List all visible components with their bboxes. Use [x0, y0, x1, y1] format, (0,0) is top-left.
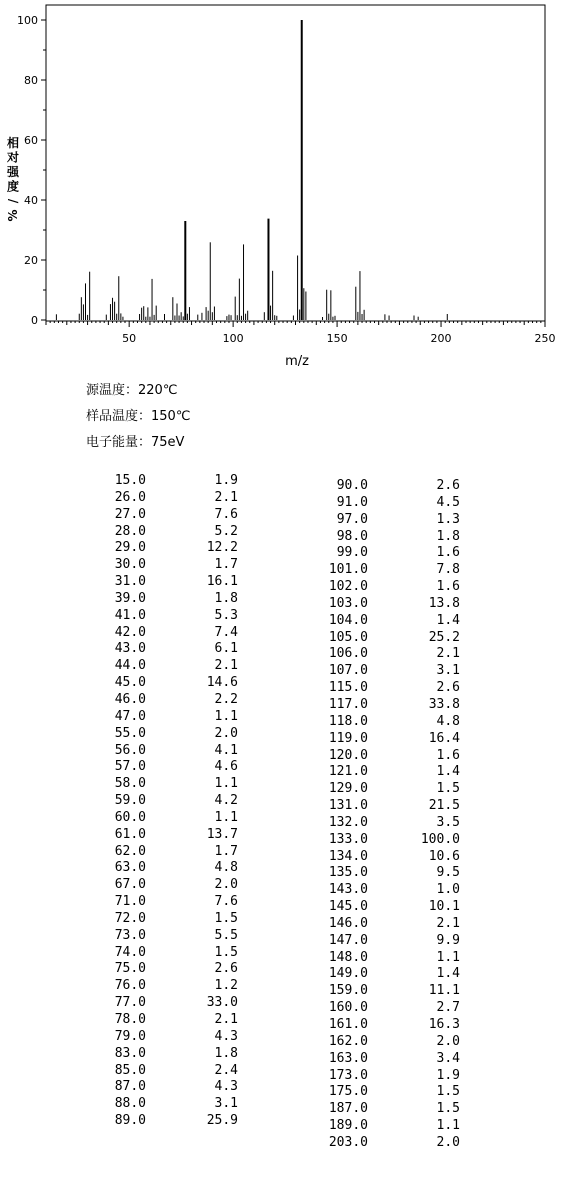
- peak-abundance: 2.4: [214, 1062, 238, 1078]
- x-tick-label: 200: [430, 332, 452, 345]
- peak-abundance: 16.1: [206, 574, 238, 590]
- peak-mz: 57.0: [114, 759, 146, 775]
- peak-abundance: 1.1: [214, 708, 238, 724]
- peak-abundance: 10.1: [428, 899, 460, 915]
- peak-abundance: 4.2: [214, 793, 238, 809]
- peak-mz: 45.0: [114, 675, 146, 691]
- y-axis-label-char: 度: [6, 179, 20, 194]
- peak-mz: 46.0: [114, 691, 146, 707]
- peak-abundance: 13.7: [206, 826, 238, 842]
- y-tick-label: 60: [24, 134, 38, 147]
- peak-mz: 78.0: [114, 1012, 146, 1027]
- peak-mz: 79.0: [114, 1028, 146, 1044]
- peak-mz: 63.0: [114, 860, 146, 876]
- peak-abundance: 1.1: [214, 809, 238, 825]
- peak-abundance: 1.1: [436, 1118, 460, 1134]
- acquisition-conditions: [86, 378, 190, 456]
- y-tick-label: 0: [31, 314, 38, 327]
- peak-abundance: 2.1: [214, 489, 238, 505]
- peak-mz: 115.0: [328, 680, 368, 696]
- peak-mz: 90.0: [336, 478, 368, 493]
- peak-mz: 131.0: [328, 798, 368, 814]
- x-tick-label: 150: [326, 332, 348, 345]
- condition-line: 样品温度：150℃: [86, 409, 191, 424]
- condition-line: 电子能量：75eV: [86, 435, 185, 450]
- peak-abundance: 1.1: [436, 949, 460, 965]
- peak-mz: 135.0: [328, 865, 368, 881]
- peak-abundance: 1.4: [436, 966, 460, 982]
- peak-mz: 145.0: [328, 899, 368, 915]
- peak-abundance: 1.5: [436, 1084, 460, 1100]
- peak-abundance: 1.8: [436, 528, 460, 544]
- peak-abundance: 1.1: [214, 776, 238, 792]
- peak-abundance: 33.0: [206, 995, 238, 1011]
- peak-abundance: 25.9: [206, 1113, 238, 1129]
- peak-mz: 74.0: [114, 944, 146, 960]
- peak-mz: 62.0: [114, 843, 146, 859]
- y-tick-label: 40: [24, 194, 38, 207]
- peak-abundance: 3.4: [436, 1050, 460, 1066]
- peak-mz: 60.0: [114, 809, 146, 825]
- plot-frame: [46, 5, 545, 321]
- peak-abundance: 1.9: [214, 473, 238, 488]
- peak-abundance: 1.5: [436, 1101, 460, 1117]
- y-axis-label-char: 对: [6, 150, 20, 165]
- peak-mz: 76.0: [114, 978, 146, 994]
- peak-abundance: 4.1: [214, 742, 238, 758]
- peak-mz: 103.0: [328, 595, 368, 611]
- y-tick-label: 20: [24, 254, 38, 267]
- peak-mz: 28.0: [114, 523, 146, 539]
- y-tick-label: 100: [17, 14, 38, 27]
- peak-mz: 55.0: [114, 725, 146, 741]
- peak-mz: 189.0: [328, 1118, 368, 1134]
- peak-mz: 160.0: [328, 1000, 368, 1016]
- peak-abundance: 2.1: [214, 658, 238, 674]
- peak-abundance: 5.2: [214, 523, 238, 539]
- peak-mz: 101.0: [328, 562, 368, 578]
- peak-mz: 43.0: [114, 641, 146, 657]
- x-tick-label: 50: [122, 332, 137, 345]
- peak-abundance: 1.7: [214, 843, 238, 859]
- peak-abundance: 2.1: [436, 646, 460, 662]
- peak-mz: 29.0: [114, 540, 146, 556]
- peak-mz: 118.0: [328, 713, 368, 729]
- peak-mz: 15.0: [114, 473, 146, 488]
- peak-abundance: 16.3: [428, 1017, 460, 1032]
- peak-mz: 146.0: [328, 915, 368, 931]
- peak-mz: 162.0: [328, 1033, 368, 1049]
- peak-abundance: 4.8: [436, 713, 460, 729]
- peak-abundance: 7.6: [214, 894, 238, 910]
- peak-mz: 85.0: [114, 1062, 146, 1078]
- peak-abundance: 14.6: [206, 675, 238, 691]
- x-tick-label: 100: [222, 332, 244, 345]
- peak-mz: 98.0: [336, 528, 368, 544]
- peak-mz: 129.0: [328, 781, 368, 797]
- peak-mz: 161.0: [328, 1017, 368, 1032]
- peak-abundance: 1.5: [214, 944, 238, 960]
- peak-abundance: 2.0: [436, 1033, 460, 1049]
- peak-abundance: 1.9: [436, 1067, 460, 1083]
- peak-abundance: 4.3: [214, 1079, 238, 1095]
- peak-abundance: 1.2: [214, 978, 238, 994]
- peak-mz: 102.0: [328, 579, 368, 595]
- peak-abundance: 4.8: [214, 860, 238, 876]
- peak-abundance: 1.8: [214, 590, 238, 606]
- spectrum-peaks: [56, 20, 447, 320]
- peak-abundance: 2.6: [436, 680, 460, 696]
- peak-abundance: 13.8: [428, 595, 460, 611]
- peak-abundance: 5.5: [214, 927, 238, 943]
- peak-mz: 105.0: [328, 629, 368, 645]
- peak-abundance: 2.0: [214, 725, 238, 741]
- peak-abundance: 6.1: [214, 641, 238, 657]
- peak-mz: 30.0: [114, 557, 146, 573]
- peak-mz: 147.0: [328, 932, 368, 948]
- peak-abundance: 9.9: [436, 932, 460, 948]
- peak-abundance: 11.1: [428, 983, 460, 999]
- peak-abundance: 21.5: [428, 798, 460, 814]
- peak-abundance: 2.0: [214, 877, 238, 893]
- peak-abundance: 2.6: [214, 961, 238, 977]
- peak-abundance: 7.4: [214, 624, 238, 640]
- peak-mz: 61.0: [114, 826, 146, 842]
- peak-abundance: 2.7: [436, 1000, 460, 1016]
- peak-mz: 44.0: [114, 658, 146, 674]
- peak-mz: 187.0: [328, 1101, 368, 1117]
- peak-abundance: 1.5: [214, 910, 238, 926]
- peak-abundance: 2.1: [214, 1012, 238, 1027]
- peak-abundance: 1.0: [436, 882, 460, 898]
- peak-abundance: 1.6: [436, 545, 460, 561]
- peak-mz: 56.0: [114, 742, 146, 758]
- peak-mz: 120.0: [328, 747, 368, 763]
- peak-abundance: 25.2: [428, 629, 460, 645]
- y-axis-label-char: /: [6, 198, 20, 204]
- peak-mz: 72.0: [114, 910, 146, 926]
- peak-mz: 59.0: [114, 793, 146, 809]
- peak-mz: 121.0: [328, 764, 368, 780]
- x-tick-label: 250: [534, 332, 556, 345]
- peak-mz: 97.0: [336, 511, 368, 527]
- peak-mz: 132.0: [328, 814, 368, 830]
- peak-abundance: 1.6: [436, 579, 460, 595]
- peak-mz: 173.0: [328, 1067, 368, 1083]
- peak-mz: 149.0: [328, 966, 368, 982]
- peak-abundance: 1.5: [436, 781, 460, 797]
- peak-abundance: 1.6: [436, 747, 460, 763]
- peak-mz: 67.0: [114, 877, 146, 893]
- peak-mz: 107.0: [328, 663, 368, 679]
- condition-line: 源温度：220℃: [86, 383, 178, 398]
- peak-abundance: 7.8: [436, 562, 460, 578]
- peak-mz: 41.0: [114, 607, 146, 623]
- peak-abundance: 4.3: [214, 1028, 238, 1044]
- peak-abundance: 16.4: [428, 730, 460, 746]
- peak-mz: 163.0: [328, 1050, 368, 1066]
- x-axis-label: m/z: [285, 354, 309, 369]
- peak-mz: 104.0: [328, 612, 368, 628]
- peak-abundance: 3.1: [214, 1096, 238, 1112]
- peak-abundance: 1.7: [214, 557, 238, 573]
- peak-mz: 91.0: [336, 494, 368, 510]
- peak-mz: 159.0: [328, 983, 368, 999]
- peak-abundance: 2.1: [436, 915, 460, 931]
- peak-abundance: 33.8: [428, 696, 460, 712]
- peak-mz: 148.0: [328, 949, 368, 965]
- peak-mz: 75.0: [114, 961, 146, 977]
- peak-mz: 27.0: [114, 506, 146, 522]
- peak-abundance: 1.4: [436, 764, 460, 780]
- y-axis-label-char: %: [6, 209, 20, 222]
- peak-mz: 71.0: [114, 894, 146, 910]
- peak-abundance: 1.8: [214, 1045, 238, 1061]
- peak-abundance: 2.2: [214, 691, 238, 707]
- y-tick-label: 80: [24, 74, 38, 87]
- peak-mz: 31.0: [114, 574, 146, 590]
- y-axis-label-char: 相: [6, 136, 20, 150]
- peak-abundance: 1.4: [436, 612, 460, 628]
- peak-mz: 143.0: [328, 882, 368, 898]
- peak-abundance: 2.0: [436, 1134, 460, 1150]
- peak-mz: 203.0: [328, 1134, 368, 1150]
- peak-mz: 47.0: [114, 708, 146, 724]
- x-axis-ticks: [46, 321, 556, 345]
- y-axis-label: [6, 135, 20, 222]
- peak-mz: 83.0: [114, 1045, 146, 1061]
- peak-abundance: 3.5: [436, 814, 460, 830]
- peak-mz: 39.0: [114, 590, 146, 606]
- peak-mz: 119.0: [328, 730, 368, 746]
- peak-abundance: 5.3: [214, 607, 238, 623]
- peak-mz: 87.0: [114, 1079, 146, 1095]
- peak-mz: 73.0: [114, 927, 146, 943]
- peak-abundance: 1.3: [436, 511, 460, 527]
- peak-abundance: 100.0: [420, 831, 460, 847]
- peak-mz: 99.0: [336, 545, 368, 561]
- y-axis-ticks: [17, 14, 46, 327]
- peak-abundance: 9.5: [436, 865, 460, 881]
- peak-abundance: 10.6: [428, 848, 460, 864]
- peak-mz: 175.0: [328, 1084, 368, 1100]
- peak-mz: 106.0: [328, 646, 368, 662]
- peak-mz: 42.0: [114, 624, 146, 640]
- peak-abundance: 4.6: [214, 759, 238, 775]
- peak-abundance: 12.2: [206, 540, 238, 556]
- peak-mz: 89.0: [114, 1113, 146, 1129]
- peak-mz: 26.0: [114, 489, 146, 505]
- peak-mz: 77.0: [114, 995, 146, 1011]
- mass-spectrum-chart: [0, 0, 570, 372]
- peak-abundance: 2.6: [436, 478, 460, 493]
- y-axis-label-char: 强: [6, 165, 20, 179]
- peak-abundance: 4.5: [436, 494, 460, 510]
- peak-mz: 134.0: [328, 848, 368, 864]
- peak-mz: 117.0: [328, 696, 368, 712]
- peak-mz: 88.0: [114, 1096, 146, 1112]
- peak-abundance: 3.1: [436, 663, 460, 679]
- peak-mz: 58.0: [114, 776, 146, 792]
- peak-mz: 133.0: [328, 831, 368, 847]
- peak-abundance: 7.6: [214, 506, 238, 522]
